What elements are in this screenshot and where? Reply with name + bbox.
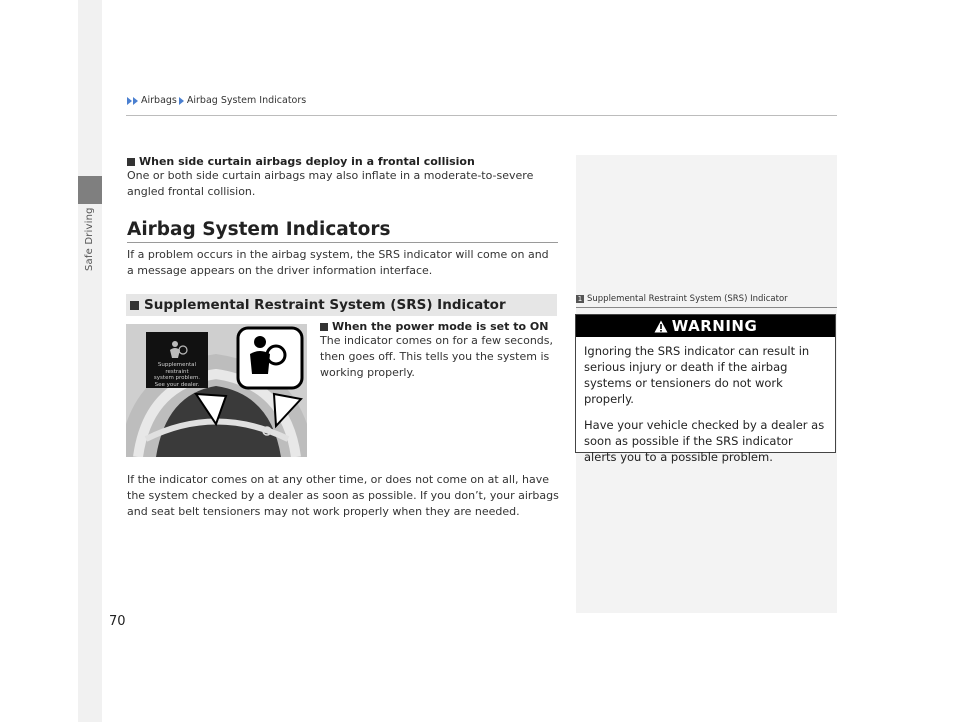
srs-indicator-figure [126, 324, 307, 457]
warning-header [576, 315, 835, 337]
warning-box [575, 314, 836, 464]
note-marker-icon: 1 [577, 295, 583, 303]
breadcrumb-item-airbags[interactable]: Airbags [141, 95, 177, 106]
note-title-text: Supplemental Restraint System (SRS) Indicator [587, 294, 788, 304]
square-bullet-icon [320, 323, 328, 331]
side-curtain-section [127, 155, 557, 200]
warning-label: WARNING [671, 317, 758, 335]
intro-paragraph: If a problem occurs in the airbag system, the SRS indicator will come on and a message appears on the driver information interface. [127, 248, 549, 277]
warning-triangle-icon [654, 320, 668, 333]
figure-message-line1: Supplemental restraint [157, 362, 197, 375]
warning-paragraph-1: Ignoring the SRS indicator can result in serious injury or death if the airbag systems or tensioners do not work properly. [584, 344, 810, 406]
power-mode-heading [320, 320, 560, 333]
srs-section-heading-text: Supplemental Restraint System (SRS) Indicator [144, 297, 506, 313]
dashboard-illustration [126, 324, 307, 457]
section-tab-background [78, 0, 102, 176]
section-tab-marker [78, 176, 102, 204]
section-tab-background-lower [78, 204, 102, 722]
side-curtain-heading [127, 155, 557, 168]
closing-paragraph: If the indicator comes on at any other time, or does not come on at all, have the system checked by a dealer as soon as possible. If you don’t, your airbags and seat belt tensioners may not work properly when they are needed. [127, 473, 559, 518]
square-bullet-icon [127, 158, 135, 166]
warning-text [576, 337, 835, 465]
breadcrumb-arrow-icon [179, 97, 184, 105]
page-number: 70 [109, 614, 126, 629]
warning-paragraph-2: Have your vehicle checked by a dealer as soon as possible if the SRS indicator alerts you to a possible problem. [584, 418, 825, 464]
breadcrumb-arrow-icon [127, 97, 132, 105]
breadcrumb-arrow-icon [133, 97, 138, 105]
figure-message-line3: See your dealer. [154, 381, 200, 388]
breadcrumb-item-airbag-system-indicators[interactable]: Airbag System Indicators [186, 95, 307, 106]
page-title: Airbag System Indicators [127, 219, 391, 240]
header-divider [126, 115, 837, 116]
breadcrumb [127, 95, 306, 106]
figure-message-line2: system problem. [153, 375, 201, 381]
srs-section-heading [126, 294, 557, 316]
note-title [576, 294, 788, 304]
power-mode-section [320, 320, 560, 381]
side-curtain-body: One or both side curtain airbags may also inflate in a moderate-to-severe angled frontal collision. [127, 169, 534, 198]
title-divider [127, 242, 558, 243]
note-divider [576, 307, 837, 308]
section-tab-label: Safe Driving [84, 207, 95, 271]
square-bullet-icon [130, 301, 139, 310]
power-mode-heading-text: When the power mode is set to ON [332, 320, 549, 333]
power-mode-body: The indicator comes on for a few seconds, then goes off. This tells you the system is working properly. [320, 334, 554, 379]
side-curtain-heading-text: When side curtain airbags deploy in a frontal collision [139, 155, 475, 168]
